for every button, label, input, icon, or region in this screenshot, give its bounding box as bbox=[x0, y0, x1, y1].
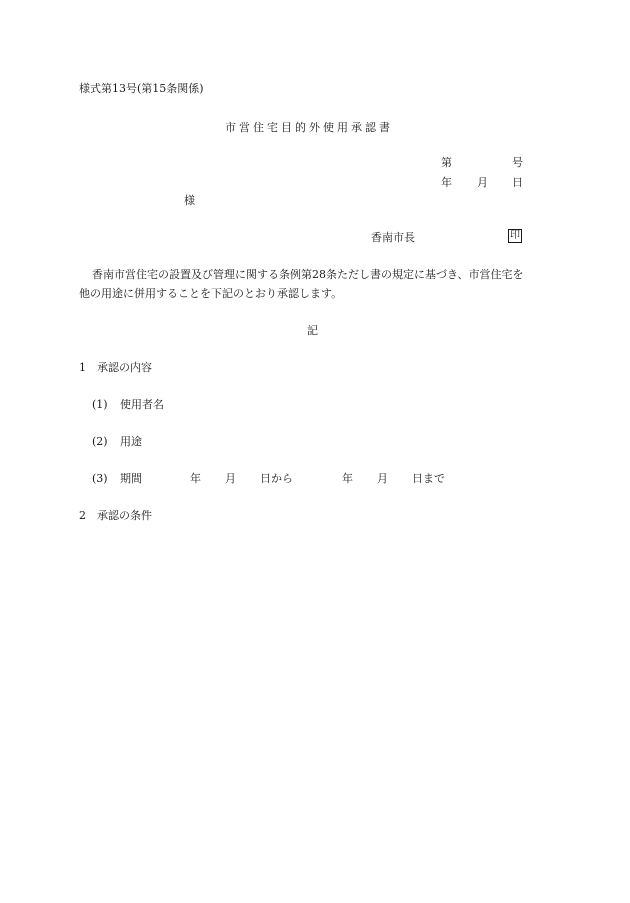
addressee-suffix: 様 bbox=[184, 194, 195, 207]
body-line-2: 他の用途に併用することを下記のとおり承認します。 bbox=[79, 287, 343, 300]
period-start-day: 日から bbox=[260, 472, 293, 485]
date-month: 月 bbox=[477, 176, 488, 189]
section-2-label: 承認の条件 bbox=[97, 509, 152, 522]
item-2-label: 用途 bbox=[120, 435, 142, 448]
section-2-number: 2 bbox=[79, 509, 86, 522]
item-3-number: (3) bbox=[92, 472, 108, 485]
item-1-number: (1) bbox=[92, 398, 108, 411]
body-line-1: 香南市営住宅の設置及び管理に関する条例第28条ただし書の規定に基づき、市営住宅を bbox=[92, 268, 524, 281]
period-end-day: 日まで bbox=[412, 472, 445, 485]
date-day: 日 bbox=[512, 176, 523, 189]
section-1-label: 承認の内容 bbox=[97, 361, 152, 374]
ki-heading: 記 bbox=[307, 324, 318, 337]
seal-mark: 印 bbox=[510, 230, 520, 241]
form-number: 様式第13号(第15条関係) bbox=[79, 82, 204, 95]
section-1-number: 1 bbox=[79, 361, 86, 374]
period-start-month: 月 bbox=[225, 472, 236, 485]
item-1-label: 使用者名 bbox=[120, 398, 164, 411]
item-3-label: 期間 bbox=[120, 472, 142, 485]
doc-number-prefix: 第 bbox=[441, 156, 452, 169]
item-2-number: (2) bbox=[92, 435, 108, 448]
doc-number-suffix: 号 bbox=[512, 156, 523, 169]
document-title: 市営住宅目的外使用承認書 bbox=[225, 121, 393, 134]
date-year: 年 bbox=[441, 176, 452, 189]
period-end-year: 年 bbox=[342, 472, 353, 485]
period-end-month: 月 bbox=[377, 472, 388, 485]
issuer-name: 香南市長 bbox=[371, 231, 415, 244]
period-start-year: 年 bbox=[190, 472, 201, 485]
